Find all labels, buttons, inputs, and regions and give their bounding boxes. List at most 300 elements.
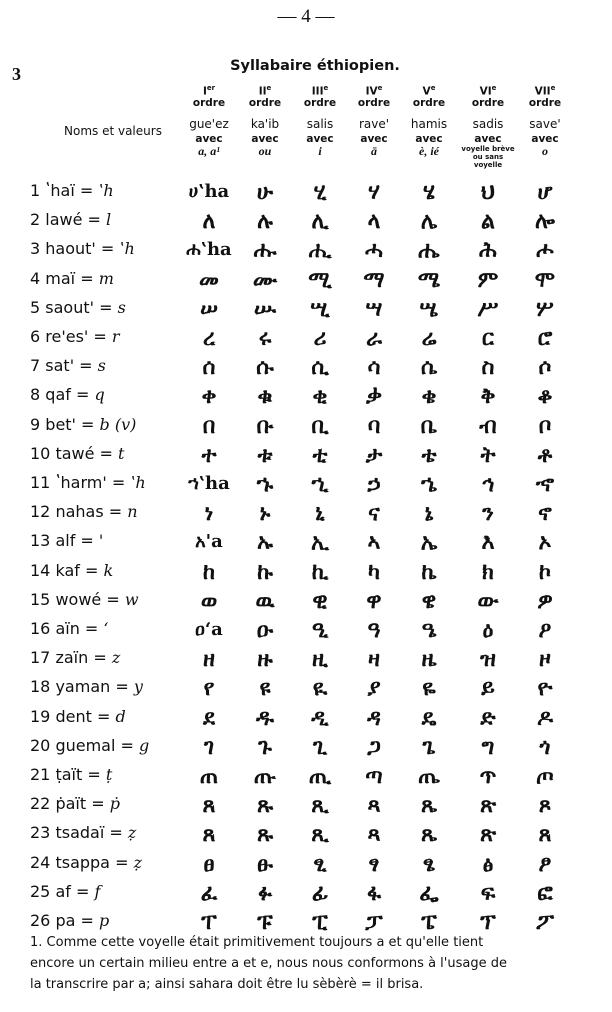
row-number: 24 — [30, 853, 51, 872]
letter-name: ṗaït — [55, 794, 87, 813]
equals-sign: = — [86, 794, 110, 813]
row-number: 13 — [30, 531, 51, 550]
table-row — [0, 587, 612, 616]
row-number: 1 — [30, 181, 41, 200]
column-vowel: ā — [371, 143, 377, 158]
letter-value: g — [139, 736, 150, 755]
ethiopic-glyph: ት — [480, 442, 496, 468]
row-label — [30, 444, 124, 463]
ethiopic-glyph: ሁ — [256, 179, 274, 205]
equals-sign: = — [88, 327, 112, 346]
ethiopic-glyph: ሂ — [313, 179, 327, 205]
letter-value: r — [111, 327, 120, 346]
ethiopic-glyph: ጠ — [199, 763, 219, 789]
column-name: salis — [306, 116, 334, 131]
letter-name: tawé — [55, 444, 95, 463]
ethiopic-glyph: ሀʽha — [188, 181, 230, 202]
ethiopic-glyph: ዱ — [256, 705, 274, 731]
column-ordre-label: ordre — [192, 96, 226, 109]
row-number: 8 — [30, 385, 41, 404]
row-number: 18 — [30, 677, 51, 696]
letter-name: wowé — [55, 590, 102, 609]
ethiopic-glyph: ቤ — [420, 413, 438, 439]
letter-name: guemal — [55, 736, 116, 755]
equals-sign: = — [82, 210, 107, 229]
table-title: Syllabaire éthiopien. — [230, 58, 400, 74]
column-avec: avec — [531, 132, 559, 145]
table-row — [0, 528, 612, 557]
letter-name: haout' — [45, 239, 96, 258]
ethiopic-glyph: ዕ — [482, 617, 494, 643]
ordre-number: I — [202, 85, 207, 98]
column-header-7 — [517, 83, 573, 158]
table-row — [0, 178, 612, 207]
letter-name: lawé — [45, 210, 83, 229]
ordre-suffix: e — [550, 84, 556, 92]
equals-sign: = — [70, 385, 95, 404]
footnote — [30, 932, 596, 995]
ethiopic-glyph: ኢ — [310, 529, 330, 555]
table-row — [0, 762, 612, 791]
ethiopic-glyph: አ'a — [195, 531, 223, 552]
noms-et-valeurs-header: Noms et valeurs — [64, 124, 162, 138]
column-ordre — [517, 83, 573, 98]
letter-value: t — [118, 444, 125, 463]
letter-name: ṭaït — [55, 765, 83, 784]
ethiopic-glyph: ሐʽha — [186, 239, 232, 260]
ethiopic-glyph: ሩ — [258, 325, 272, 351]
ethiopic-glyph: ሊ — [311, 208, 329, 234]
ethiopic-glyph: ዓ — [367, 617, 381, 643]
ethiopic-glyph: ፄ — [423, 851, 435, 877]
ordre-number: V — [422, 85, 431, 98]
ethiopic-glyph: ጢ — [308, 763, 332, 789]
ethiopic-glyph: ጸ — [202, 792, 216, 818]
letter-name: tsappa — [55, 853, 110, 872]
ethiopic-glyph: ዌ — [421, 588, 437, 614]
ethiopic-glyph: ቆ — [537, 383, 553, 409]
letter-value: p — [99, 911, 110, 930]
ethiopic-glyph: ዉ — [255, 588, 275, 614]
equals-sign: = — [79, 561, 104, 580]
row-label — [30, 181, 114, 200]
ethiopic-glyph: ጉ — [258, 734, 272, 760]
ethiopic-glyph: ፃ — [368, 851, 380, 877]
letter-value: ʽh — [119, 239, 135, 258]
equals-sign: = — [75, 415, 100, 434]
page-number: — 4 — — [277, 6, 335, 27]
row-number: 14 — [30, 561, 51, 580]
ethiopic-glyph: ኔ — [424, 500, 434, 526]
column-header-1 — [181, 83, 237, 158]
ethiopic-glyph: ፋ — [366, 880, 381, 906]
ordre-suffix: e — [266, 84, 272, 92]
letter-value: ẓ — [133, 853, 142, 872]
ethiopic-glyph: ጣ — [365, 763, 383, 789]
ethiopic-glyph: ሔ — [418, 237, 440, 263]
letter-value: y — [133, 677, 143, 696]
column-ordre-label: ordre — [357, 96, 391, 109]
row-label — [30, 327, 120, 346]
row-label — [30, 385, 105, 404]
ethiopic-glyph: ዛ — [368, 646, 380, 672]
column-ordre — [292, 83, 348, 98]
ethiopic-glyph: ሑ — [253, 237, 277, 263]
column-header-3 — [292, 83, 348, 158]
ethiopic-glyph: ዝ — [480, 646, 496, 672]
ethiopic-glyph: ዶ — [536, 705, 554, 731]
ethiopic-glyph: ፖ — [535, 909, 555, 935]
column-avec: avec — [415, 132, 443, 145]
row-number: 25 — [30, 882, 51, 901]
row-label — [30, 590, 139, 609]
letter-value: ' — [98, 531, 104, 550]
ethiopic-glyph: ጼ — [420, 821, 438, 847]
row-label — [30, 648, 120, 667]
ethiopic-glyph: ጽ — [479, 821, 497, 847]
equals-sign: = — [70, 882, 95, 901]
ethiopic-glyph: ወ — [200, 588, 218, 614]
row-number: 12 — [30, 502, 51, 521]
table-row — [0, 207, 612, 236]
ordre-number: VII — [534, 85, 551, 98]
ethiopic-glyph: ጸ — [202, 821, 216, 847]
table-row — [0, 324, 612, 353]
column-ordre-label: ordre — [471, 96, 505, 109]
column-ordre — [237, 83, 293, 98]
ethiopic-glyph: ቅ — [480, 383, 496, 409]
ethiopic-glyph: ቃ — [365, 383, 383, 409]
ethiopic-glyph: ሜ — [417, 267, 441, 293]
column-ordre — [401, 83, 457, 98]
ethiopic-glyph: ሖ — [536, 237, 554, 263]
row-number: 4 — [30, 269, 41, 288]
ethiopic-glyph: ጊ — [312, 734, 328, 760]
ethiopic-glyph: ዎ — [537, 588, 553, 614]
ethiopic-glyph: ለ — [202, 208, 216, 234]
ethiopic-glyph: ኂ — [311, 471, 329, 497]
ethiopic-glyph: ኆ — [535, 471, 555, 497]
column-name: gue'ez — [189, 116, 229, 131]
letter-name: ʽhaï — [45, 181, 75, 200]
table-row — [0, 412, 612, 441]
ethiopic-glyph: ሞ — [534, 267, 556, 293]
ethiopic-glyph: ው — [477, 588, 499, 614]
ethiopic-glyph: ቂ — [312, 383, 328, 409]
column-header-2 — [237, 83, 293, 158]
ethiopic-glyph: ነ — [204, 500, 214, 526]
row-label — [30, 619, 109, 638]
ethiopic-glyph: ኣ — [367, 529, 381, 555]
equals-sign: = — [79, 619, 104, 638]
column-ordre — [181, 83, 237, 98]
equals-sign: = — [82, 765, 106, 784]
row-number: 6 — [30, 327, 41, 346]
row-number: 22 — [30, 794, 51, 813]
ethiopic-glyph: ዪ — [312, 675, 328, 701]
ethiopic-glyph: ዬ — [422, 675, 436, 701]
column-avec: avec — [251, 132, 279, 145]
row-number: 19 — [30, 707, 51, 726]
ethiopic-glyph: ኡ — [257, 529, 273, 555]
equals-sign: = — [74, 356, 98, 375]
ethiopic-glyph: ቁ — [257, 383, 273, 409]
equals-sign: = — [91, 707, 116, 726]
ethiopic-glyph: ሓ — [365, 237, 383, 263]
column-name: rave' — [358, 116, 390, 131]
ethiopic-glyph: ዞ — [539, 646, 551, 672]
equals-sign: = — [75, 531, 99, 550]
equals-sign: = — [88, 648, 112, 667]
ethiopic-glyph: ጥ — [479, 763, 497, 789]
ethiopic-glyph: ሥ — [477, 296, 499, 322]
ethiopic-glyph: ሲ — [311, 354, 329, 380]
ethiopic-glyph: ሦ — [536, 296, 554, 322]
ethiopic-glyph: ጻ — [367, 792, 381, 818]
row-number: 17 — [30, 648, 51, 667]
ethiopic-glyph: ፓ — [365, 909, 383, 935]
ethiopic-glyph: ሎ — [535, 208, 555, 234]
ethiopic-glyph: ቢ — [311, 413, 329, 439]
ethiopic-glyph: ጻ — [367, 821, 381, 847]
ethiopic-glyph: ሄ — [422, 179, 435, 205]
ethiopic-glyph: ዲ — [311, 705, 329, 731]
ethiopic-glyph: ኅ — [481, 471, 495, 497]
column-avec: avec — [306, 132, 334, 145]
ethiopic-glyph: ኤ — [420, 529, 438, 555]
row-number: 16 — [30, 619, 51, 638]
table-row — [0, 441, 612, 470]
column-vowel: o — [542, 143, 548, 158]
ethiopic-glyph: ል — [481, 208, 495, 234]
table-row — [0, 791, 612, 820]
ethiopic-glyph: ይ — [481, 675, 495, 701]
table-row — [0, 879, 612, 908]
ethiopic-glyph: ዖ — [538, 617, 552, 643]
letter-value: ṭ — [105, 765, 113, 784]
row-label — [30, 882, 100, 901]
ethiopic-glyph: ጸ — [538, 821, 552, 847]
ethiopic-glyph: ፎ — [537, 880, 553, 906]
row-number: 21 — [30, 765, 51, 784]
ethiopic-glyph: ኮ — [538, 559, 552, 585]
row-label — [30, 269, 114, 288]
equals-sign: = — [115, 736, 140, 755]
ethiopic-glyph: ጋ — [367, 734, 381, 760]
row-number: 5 — [30, 298, 41, 317]
letter-name: saout' — [45, 298, 95, 317]
row-label — [30, 736, 149, 755]
ethiopic-glyph: ክ — [482, 559, 494, 585]
ethiopic-glyph: ጤ — [418, 763, 440, 789]
column-vowel: a, a¹ — [198, 143, 220, 158]
letter-name: qaf — [45, 385, 71, 404]
ethiopic-glyph: ሳ — [367, 354, 381, 380]
ethiopic-glyph: ፉ — [257, 880, 273, 906]
table-row — [0, 674, 612, 703]
ethiopic-glyph: ዘ — [203, 646, 215, 672]
ethiopic-glyph: ፍ — [480, 880, 496, 906]
equals-sign: = — [94, 298, 118, 317]
letter-value: f — [94, 882, 101, 901]
ethiopic-glyph: ጼ — [420, 792, 438, 818]
ethiopic-glyph: ፑ — [257, 909, 273, 935]
ethiopic-glyph: ታ — [365, 442, 383, 468]
ethiopic-glyph: ኪ — [311, 559, 329, 585]
ethiopic-glyph: ኖ — [538, 500, 552, 526]
column-header-5 — [401, 83, 457, 158]
ethiopic-glyph: ካ — [368, 559, 380, 585]
row-label — [30, 911, 109, 930]
equals-sign: = — [94, 444, 119, 463]
row-number: 9 — [30, 415, 41, 434]
equals-sign: = — [95, 239, 120, 258]
ethiopic-glyph: ቦ — [538, 413, 552, 439]
ethiopic-glyph: ሉ — [257, 208, 273, 234]
table-row — [0, 470, 612, 499]
ordre-suffix: e — [377, 84, 383, 92]
column-name: ka'ib — [250, 116, 280, 131]
column-note: voyelle brève ou sans voyelle — [461, 144, 515, 169]
ethiopic-glyph: ቴ — [421, 442, 437, 468]
ethiopic-glyph: ፐ — [201, 909, 217, 935]
table-row — [0, 499, 612, 528]
ethiopic-glyph: ገ — [203, 734, 215, 760]
row-label — [30, 356, 106, 375]
letter-name: yaman — [55, 677, 111, 696]
letter-value: ʽh — [98, 181, 114, 200]
ethiopic-glyph: ሢ — [310, 296, 330, 322]
ethiopic-glyph: ግ — [481, 734, 495, 760]
ethiopic-glyph: ማ — [363, 267, 385, 293]
letter-name: sat' — [45, 356, 75, 375]
row-label — [30, 531, 103, 550]
row-label — [30, 210, 111, 229]
ethiopic-glyph: ላ — [367, 208, 381, 234]
column-avec: avec — [474, 132, 502, 145]
table-row — [0, 820, 612, 849]
letter-value: s — [117, 298, 126, 317]
ethiopic-glyph: ሆ — [537, 179, 553, 205]
column-ordre — [346, 83, 402, 98]
ethiopic-glyph: ር — [481, 325, 495, 351]
row-label — [30, 823, 136, 842]
letter-value: ʽh — [130, 473, 146, 492]
equals-sign: = — [109, 853, 134, 872]
ethiopic-glyph: ባ — [367, 413, 381, 439]
ethiopic-glyph: ኩ — [257, 559, 273, 585]
ethiopic-glyph: ጌ — [422, 734, 436, 760]
letter-name: nahas — [55, 502, 104, 521]
letter-value: m — [98, 269, 114, 288]
row-number: 7 — [30, 356, 41, 375]
ethiopic-glyph: ኄ — [421, 471, 437, 497]
ethiopic-glyph: ቀ — [201, 383, 217, 409]
ethiopic-glyph: ጺ — [311, 792, 329, 818]
ethiopic-glyph: የ — [203, 675, 215, 701]
row-number: 10 — [30, 444, 51, 463]
column-avec: avec — [360, 132, 388, 145]
table-row — [0, 616, 612, 645]
row-label — [30, 794, 120, 813]
ethiopic-glyph: ን — [482, 500, 494, 526]
table-row — [0, 295, 612, 324]
ethiopic-glyph: ሤ — [419, 296, 439, 322]
ethiopic-glyph: ፆ — [538, 851, 552, 877]
ethiopic-glyph: ዔ — [421, 617, 437, 643]
column-ordre — [460, 83, 516, 98]
ethiopic-glyph: ዳ — [367, 705, 381, 731]
row-label — [30, 298, 126, 317]
footnote-line: la transcrire par a; ainsi sahara doit être lu sèbèrè = il brisa. — [30, 977, 424, 992]
ethiopic-glyph: ጡ — [253, 763, 277, 789]
ethiopic-glyph: ዴ — [421, 705, 437, 731]
column-name: save' — [529, 116, 561, 131]
letter-value: s — [97, 356, 106, 375]
column-ordre-label: ordre — [303, 96, 337, 109]
ethiopic-glyph: ፁ — [257, 851, 273, 877]
ethiopic-glyph: መ — [199, 267, 219, 293]
column-ordre-label: ordre — [528, 96, 562, 109]
ethiopic-glyph: ሃ — [368, 179, 380, 205]
ethiopic-glyph: ስ — [481, 354, 495, 380]
ethiopic-glyph: ዙ — [257, 646, 273, 672]
row-number: 20 — [30, 736, 51, 755]
ethiopic-glyph: ቄ — [421, 383, 437, 409]
ethiopic-glyph: ዮ — [537, 675, 553, 701]
table-row — [0, 382, 612, 411]
equals-sign: = — [75, 911, 99, 930]
row-label — [30, 853, 142, 872]
letter-name: pa — [55, 911, 76, 930]
ethiopic-glyph: ሕ — [479, 237, 497, 263]
column-header-4 — [346, 83, 402, 158]
row-label — [30, 415, 136, 434]
letter-value: k — [103, 561, 114, 580]
ethiopic-glyph: ሒ — [308, 237, 332, 263]
ethiopic-glyph: ሌ — [420, 208, 438, 234]
letter-name: ʽharm' — [55, 473, 107, 492]
ethiopic-glyph: ፕ — [480, 909, 496, 935]
ethiopic-glyph: ተ — [201, 442, 217, 468]
ethiopic-glyph: ፊ — [311, 880, 329, 906]
table-row — [0, 353, 612, 382]
ethiopic-glyph: ፀ — [203, 851, 215, 877]
ethiopic-glyph: ኬ — [421, 559, 437, 585]
ethiopic-glyph: ሬ — [421, 325, 437, 351]
ethiopic-glyph: በ — [202, 413, 216, 439]
ethiopic-glyph: ጺ — [311, 821, 329, 847]
ethiopic-glyph: ዑ — [256, 617, 274, 643]
row-label — [30, 707, 126, 726]
row-label — [30, 765, 112, 784]
column-name: sadis — [472, 116, 504, 131]
ordre-number: IV — [365, 85, 378, 98]
ethiopic-glyph: ሰ — [202, 354, 216, 380]
table-row — [0, 236, 612, 265]
ethiopic-glyph: ዒ — [311, 617, 329, 643]
table-row — [0, 850, 612, 879]
letter-value: w — [124, 590, 139, 609]
equals-sign: = — [104, 823, 128, 842]
letter-value: ṗ — [109, 794, 120, 813]
ethiopic-glyph: ጎ — [539, 734, 551, 760]
letter-value: ʻ — [103, 619, 109, 638]
ethiopic-glyph: ቡ — [256, 413, 274, 439]
ordre-suffix: e — [430, 84, 436, 92]
ethiopic-glyph: ሱ — [256, 354, 274, 380]
row-number: 3 — [30, 239, 41, 258]
